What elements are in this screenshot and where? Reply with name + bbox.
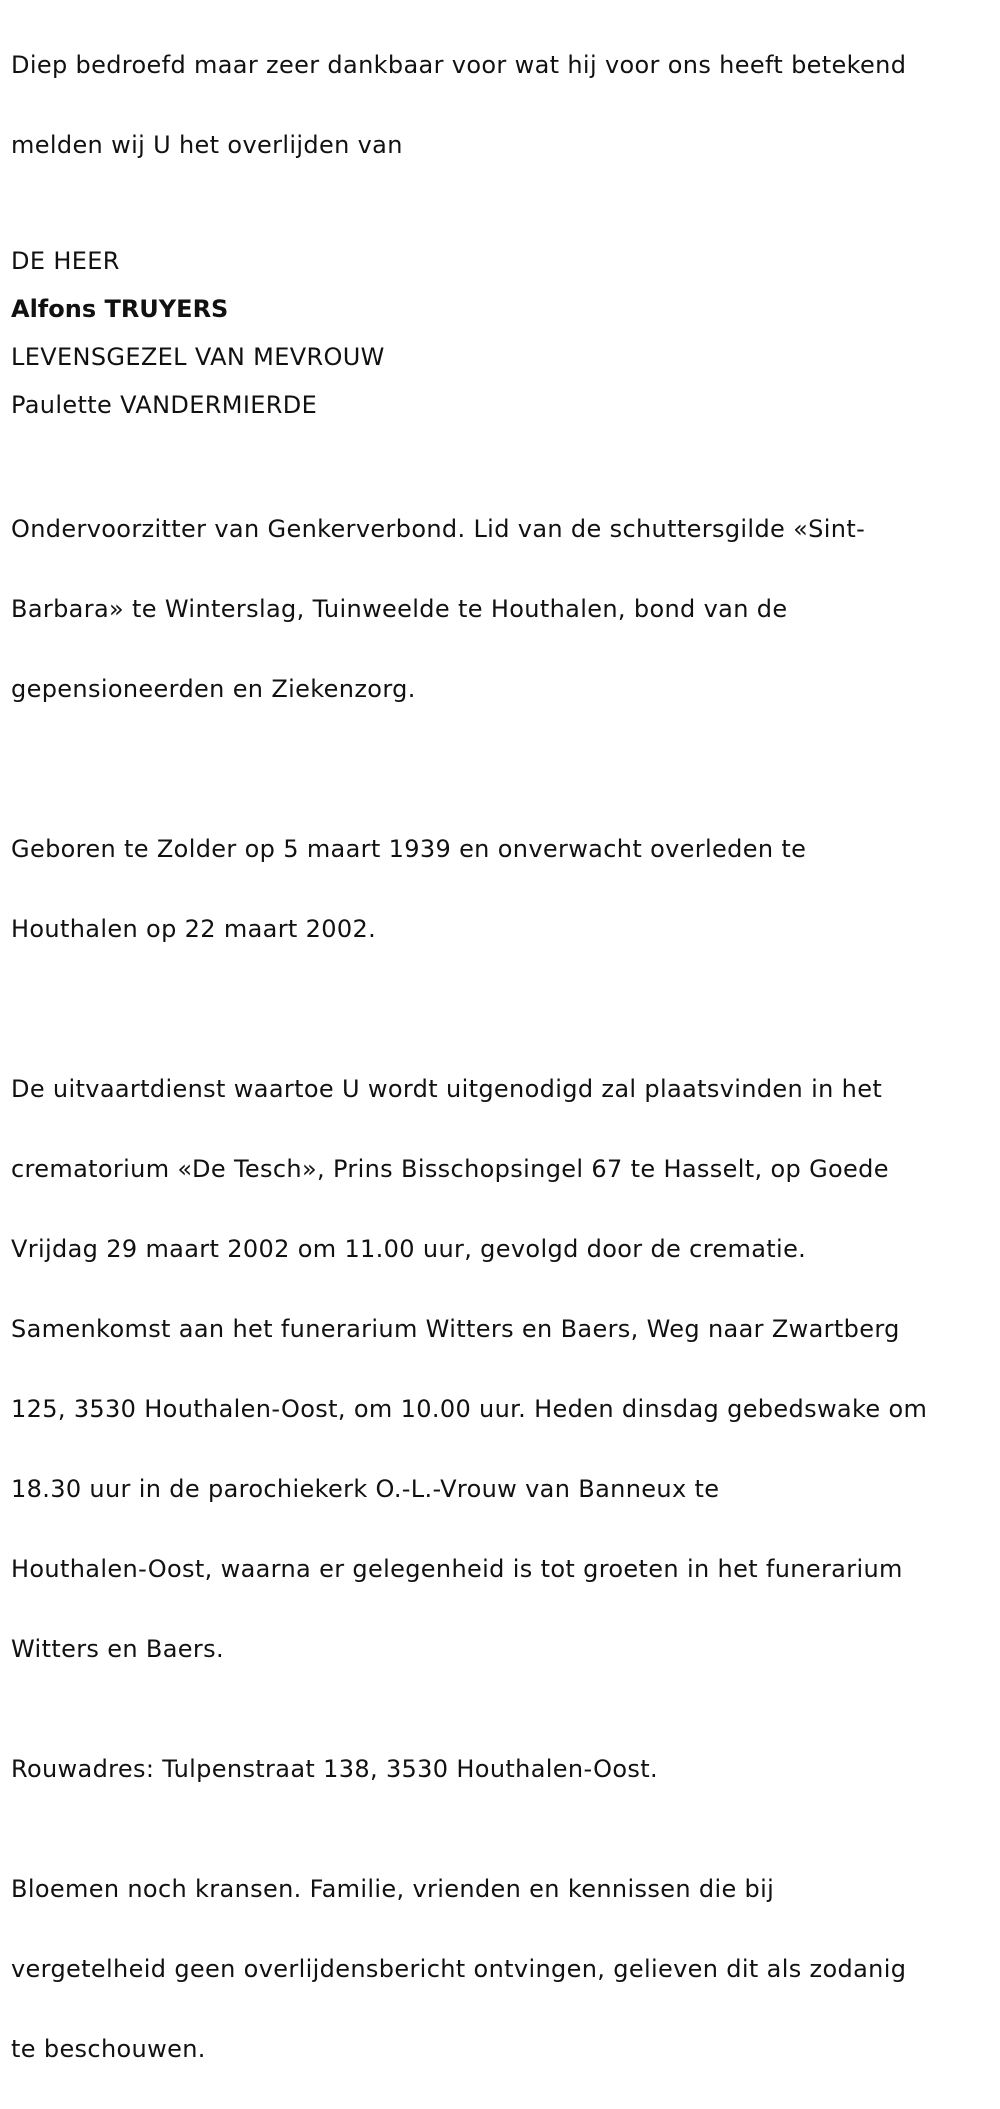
birth-death-line: Houthalen op 22 maart 2002. xyxy=(11,915,377,943)
deceased-title: DE HEER xyxy=(11,247,120,275)
funeral-line: De uitvaartdienst waartoe U wordt uitgenodigd zal plaatsvinden in het xyxy=(11,1075,883,1103)
closing-paragraph xyxy=(11,1829,996,2109)
funeral-line: 125, 3530 Houthalen-Oost, om 10.00 uur. Heden dinsdag gebedswake om xyxy=(11,1395,928,1423)
memberships-line: Ondervoorzitter van Genkerverbond. Lid van de schuttersgilde «Sint- xyxy=(11,515,866,543)
funeral-line: Vrijdag 29 maart 2002 om 11.00 uur, gevolgd door de crematie. xyxy=(11,1235,807,1263)
memberships-paragraph xyxy=(11,469,996,749)
intro-line: Diep bedroefd maar zeer dankbaar voor wat hij voor ons heeft betekend xyxy=(11,51,907,79)
funeral-paragraph xyxy=(11,1029,996,1709)
funeral-line: Houthalen-Oost, waarna er gelegenheid is tot groeten in het funerarium xyxy=(11,1555,903,1583)
closing-line: te beschouwen. xyxy=(11,2035,206,2063)
deceased-block xyxy=(11,237,996,429)
deceased-relation: LEVENSGEZEL VAN MEVROUW xyxy=(11,343,385,371)
funeral-line: Witters en Baers. xyxy=(11,1635,224,1663)
address-paragraph: Rouwadres: Tulpenstraat 138, 3530 Houthalen-Oost. xyxy=(11,1755,659,1783)
memberships-line: Barbara» te Winterslag, Tuinweelde te Houthalen, bond van de xyxy=(11,595,788,623)
deceased-name: Alfons TRUYERS xyxy=(11,295,229,323)
memberships-line: gepensioneerden en Ziekenzorg. xyxy=(11,675,416,703)
funeral-line: Samenkomst aan het funerarium Witters en Baers, Weg naar Zwartberg xyxy=(11,1315,900,1343)
closing-line: Bloemen noch kransen. Familie, vrienden en kennissen die bij xyxy=(11,1875,775,1903)
funeral-line: crematorium «De Tesch», Prins Bisschopsingel 67 te Hasselt, op Goede xyxy=(11,1155,889,1183)
intro-line: melden wij U het overlijden van xyxy=(11,131,403,159)
birth-death-line: Geboren te Zolder op 5 maart 1939 en onverwacht overleden te xyxy=(11,835,807,863)
closing-line: vergetelheid geen overlijdensbericht ontvingen, gelieven dit als zodanig xyxy=(11,1955,907,1983)
birth-death-paragraph xyxy=(11,789,996,989)
funeral-line: 18.30 uur in de parochiekerk O.-L.-Vrouw van Banneux te xyxy=(11,1475,720,1503)
partner-name: Paulette VANDERMIERDE xyxy=(11,391,318,419)
intro-paragraph xyxy=(11,5,996,205)
obituary-document xyxy=(11,5,996,2109)
